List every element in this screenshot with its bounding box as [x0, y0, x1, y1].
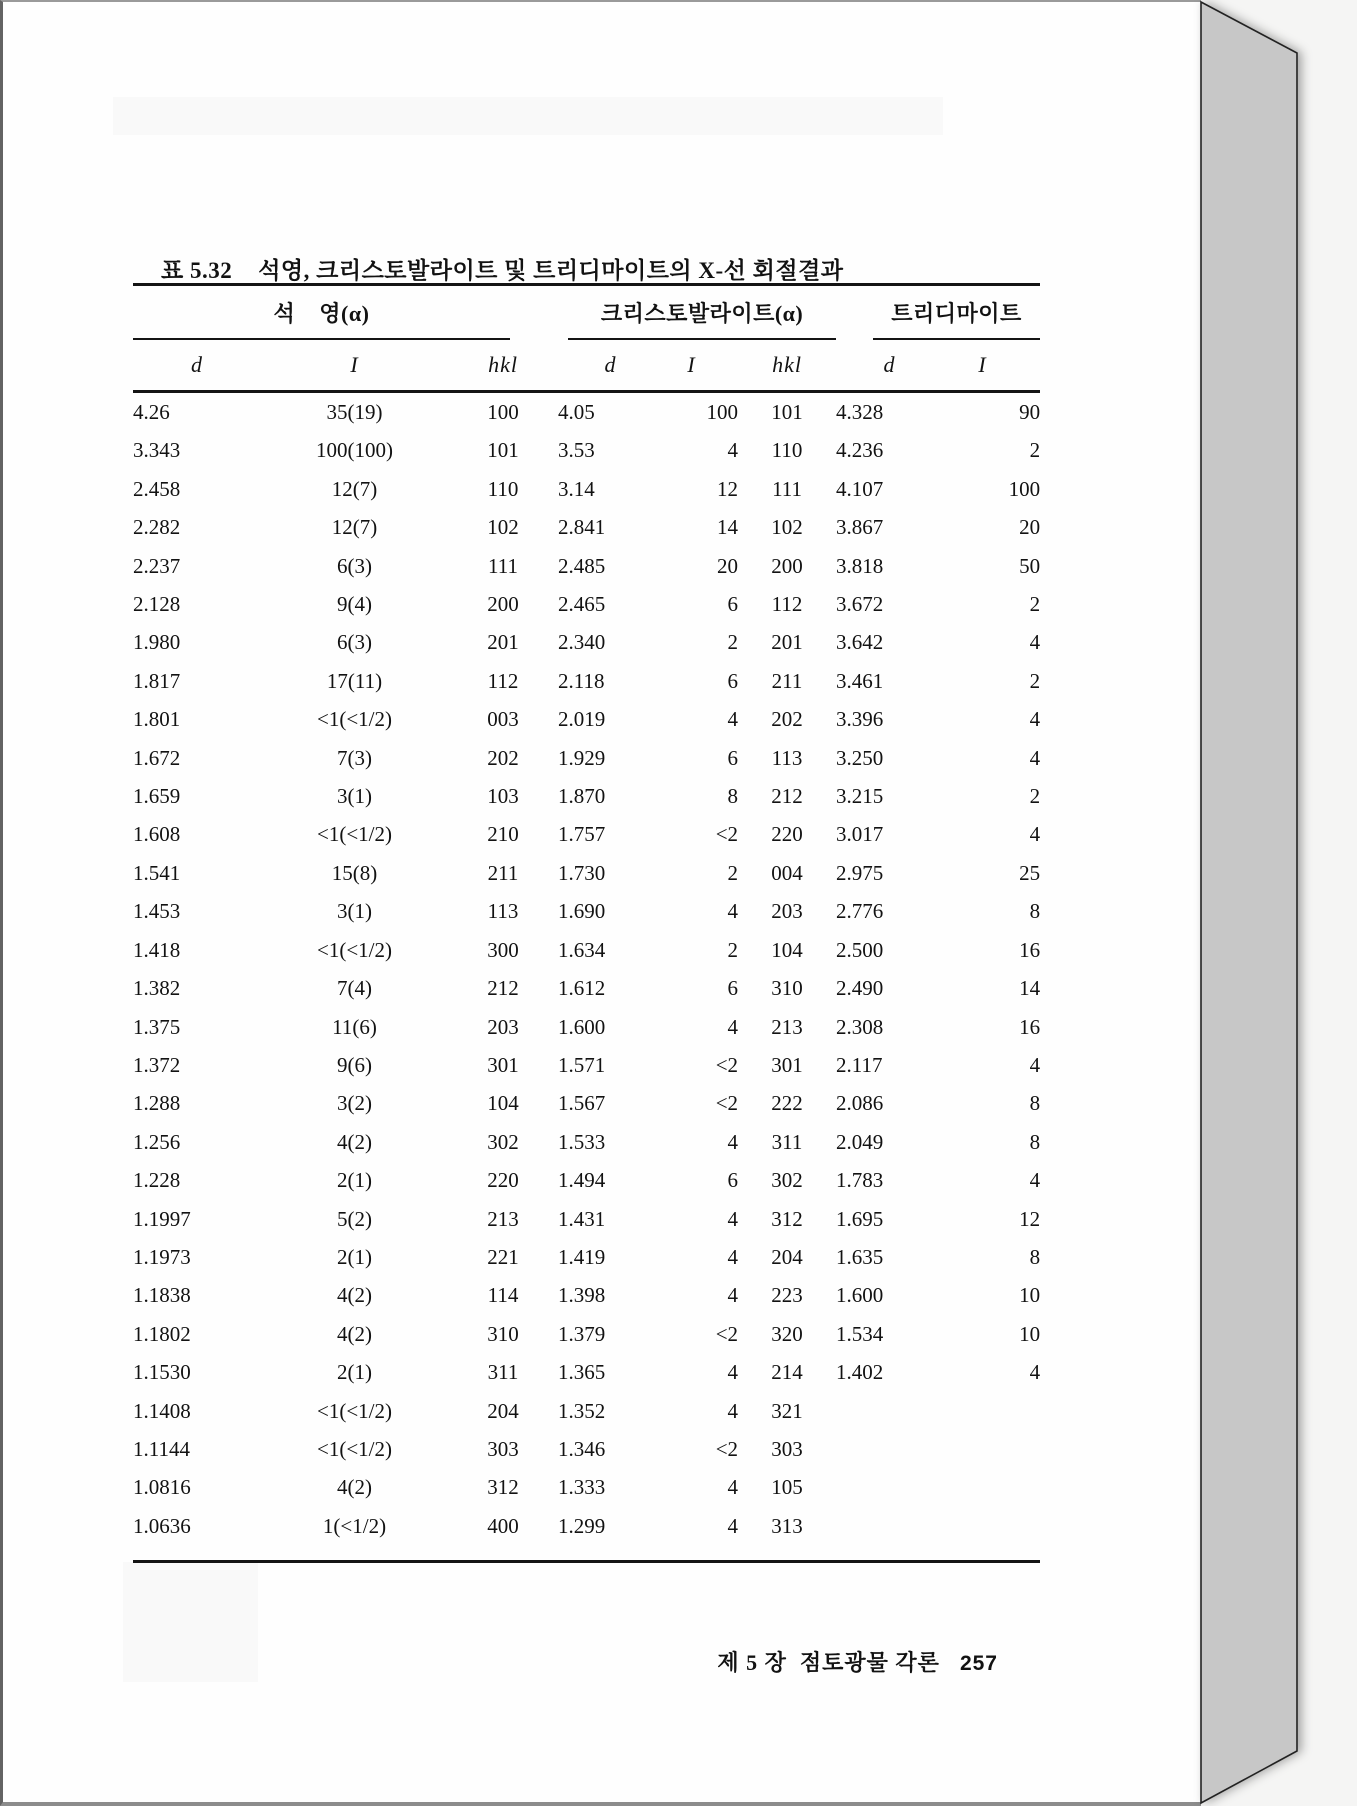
- table-cell: 3.250: [836, 745, 884, 770]
- table-cell: 8: [1029, 1091, 1041, 1116]
- table-cell: 1.567: [558, 1091, 606, 1116]
- table-cell: 2: [1029, 592, 1041, 617]
- table-cell: 4: [727, 1513, 739, 1538]
- table-cell: 2.128: [133, 592, 181, 617]
- table-cell: 102: [771, 515, 803, 540]
- table-row: [133, 1200, 1040, 1238]
- table-cell: 1.418: [133, 937, 181, 962]
- table-cell: 4: [1029, 822, 1041, 847]
- col-header-quartz-d: d: [133, 340, 261, 392]
- table-cell: 1.1408: [133, 1398, 191, 1423]
- table-cell: 1.382: [133, 976, 181, 1001]
- table-cell: 4(2): [337, 1475, 372, 1500]
- table-cell: 212: [487, 976, 519, 1001]
- table-cell: 3(1): [337, 784, 372, 809]
- table-cell: <2: [715, 1321, 739, 1346]
- table-row: [133, 1507, 1040, 1545]
- group-header-cristobalite: [558, 285, 836, 341]
- table-row: [133, 1238, 1040, 1276]
- table-cell: 1.600: [558, 1014, 606, 1039]
- table-row: [133, 892, 1040, 930]
- table-cell: 7(3): [337, 745, 372, 770]
- table-cell: 104: [487, 1091, 519, 1116]
- table-cell: 2.490: [836, 976, 884, 1001]
- table-cell: 1.256: [133, 1129, 181, 1154]
- table-cell: 3.818: [836, 553, 884, 578]
- table-cell: 1.379: [558, 1321, 606, 1346]
- table-cell: 6(3): [337, 553, 372, 578]
- table-cell: 110: [487, 476, 519, 501]
- table-row: [133, 969, 1040, 1007]
- table-cell: 6(3): [337, 630, 372, 655]
- table-cell: 6: [727, 668, 739, 693]
- table-cell: 2.117: [836, 1052, 883, 1077]
- group-label-quartz: 석 영(α): [133, 286, 510, 340]
- table-cell: 213: [487, 1206, 519, 1231]
- table-cell: 2.118: [558, 668, 605, 693]
- table-cell: [943, 1507, 1040, 1545]
- table-cell: <1(<1/2): [316, 822, 392, 847]
- table-cell: 321: [771, 1398, 803, 1423]
- table-cell: 112: [487, 668, 519, 693]
- table-cell: 1.1802: [133, 1321, 191, 1346]
- table-cell: 1.365: [558, 1360, 606, 1385]
- table-cell: 1.372: [133, 1052, 181, 1077]
- table-cell: 1.288: [133, 1091, 181, 1116]
- table-cell: 1.1997: [133, 1206, 191, 1231]
- table-row: [133, 431, 1040, 469]
- table-row: [133, 1392, 1040, 1430]
- table-cell: 6: [727, 745, 739, 770]
- table-cell: 110: [771, 438, 803, 463]
- table-cell: 1.635: [836, 1244, 884, 1269]
- table-cell: 1.1838: [133, 1283, 191, 1308]
- table-cell: <2: [715, 822, 739, 847]
- table-cell: 4: [727, 1283, 739, 1308]
- table-cell: 1.1973: [133, 1244, 191, 1269]
- page-edge-shape: [1201, 2, 1297, 1803]
- table-cell: 1.690: [558, 899, 606, 924]
- table-cell: 3.461: [836, 668, 884, 693]
- table-cell: 1.333: [558, 1475, 606, 1500]
- table-cell: 2(1): [337, 1244, 372, 1269]
- col-header-quartz-hkl: hkl: [448, 340, 558, 392]
- table-cell: 2.019: [558, 707, 606, 732]
- table-cell: [943, 1430, 1040, 1468]
- table-cell: 1.801: [133, 707, 181, 732]
- table-cell: 4: [727, 1360, 739, 1385]
- table-cell: 1.870: [558, 784, 606, 809]
- table-cell: <2: [715, 1052, 739, 1077]
- table-cell: 1.398: [558, 1283, 606, 1308]
- table-cell: 10: [1019, 1321, 1041, 1346]
- column-header-row: [133, 340, 1040, 392]
- table-cell: 4.236: [836, 438, 884, 463]
- group-header-quartz: [133, 285, 558, 341]
- table-cell: 004: [771, 860, 803, 885]
- table-cell: 1.730: [558, 860, 606, 885]
- table-cell: 6: [727, 592, 739, 617]
- table-number-label: 표 5.32: [161, 258, 233, 283]
- table-cell: 3.215: [836, 784, 884, 809]
- table-cell: 4: [727, 1475, 739, 1500]
- table-cell: 4.328: [836, 400, 884, 424]
- table-cell: 4: [1029, 745, 1041, 770]
- table-row: [133, 931, 1040, 969]
- table-row: [133, 1353, 1040, 1391]
- table-cell: 312: [771, 1206, 803, 1231]
- table-cell: 20: [1019, 515, 1041, 540]
- table-cell: 100: [487, 400, 519, 424]
- table-cell: 105: [771, 1475, 803, 1500]
- table-cell: 311: [771, 1129, 803, 1154]
- table-cell: 1.659: [133, 784, 181, 809]
- table-cell: 2.841: [558, 515, 606, 540]
- diffraction-table: [133, 283, 1040, 1563]
- table-cell: 14: [1019, 976, 1041, 1001]
- table-cell: 1.453: [133, 899, 181, 924]
- table-cell: 4: [1029, 1360, 1041, 1385]
- table-cell: 9(4): [337, 592, 372, 617]
- group-header-tridymite: [836, 285, 1040, 341]
- table-cell: 311: [487, 1360, 519, 1385]
- table-cell: 3.343: [133, 438, 181, 463]
- table-cell: 4: [727, 1244, 739, 1269]
- table-cell: 202: [487, 745, 519, 770]
- table-cell: 202: [771, 707, 803, 732]
- table-row: [133, 1161, 1040, 1199]
- table-cell: 2(1): [337, 1360, 372, 1385]
- table-cell: 313: [771, 1513, 803, 1538]
- table-cell: 200: [487, 592, 519, 617]
- table-cell: 1.608: [133, 822, 181, 847]
- table-cell: 35(19): [326, 400, 383, 424]
- table-cell: 1.929: [558, 745, 606, 770]
- table-cell: 1.817: [133, 668, 181, 693]
- table-cell: 301: [771, 1052, 803, 1077]
- table-cell: <1(<1/2): [316, 707, 392, 732]
- table-cell: 220: [771, 822, 803, 847]
- table-cell: 1.0816: [133, 1475, 191, 1500]
- table-cell: 4: [727, 1014, 739, 1039]
- table-cell: 5(2): [337, 1206, 372, 1231]
- table-cell: 4: [727, 1206, 739, 1231]
- table-cell: 4: [727, 1398, 739, 1423]
- table-cell: 14: [717, 515, 739, 540]
- table-cell: 20: [717, 553, 739, 578]
- table-cell: 214: [771, 1360, 803, 1385]
- table-cell: 1.600: [836, 1283, 884, 1308]
- table-row: [133, 1276, 1040, 1314]
- table-cell: <1(<1/2): [316, 1398, 392, 1423]
- table-row: [133, 585, 1040, 623]
- table-row: [133, 815, 1040, 853]
- table-cell: 1.346: [558, 1436, 606, 1461]
- table-cell: 303: [487, 1436, 519, 1461]
- group-label-tridymite: 트리디마이트: [873, 286, 1040, 340]
- table-cell: 4: [1029, 1168, 1041, 1193]
- table-cell: 16: [1019, 937, 1041, 962]
- table-row: [133, 1046, 1040, 1084]
- table-cell: 220: [487, 1168, 519, 1193]
- table-cell: 15(8): [331, 860, 378, 885]
- table-cell: 1.541: [133, 860, 181, 885]
- table-cell: 320: [771, 1321, 803, 1346]
- table-cell: 302: [487, 1129, 519, 1154]
- table-cell: 2(1): [337, 1168, 372, 1193]
- table-cell: 50: [1019, 553, 1041, 578]
- table-cell: 1.783: [836, 1168, 884, 1193]
- table-cell: 113: [771, 745, 803, 770]
- group-label-cristobalite: 크리스토발라이트(α): [568, 286, 836, 340]
- table-cell: 113: [487, 899, 519, 924]
- table-cell: 1.980: [133, 630, 181, 655]
- table-cell: 9(6): [337, 1052, 372, 1077]
- table-cell: <2: [715, 1091, 739, 1116]
- table-cell: 8: [1029, 899, 1041, 924]
- table-cell: 3.672: [836, 592, 884, 617]
- group-header-row: [133, 285, 1040, 341]
- scan-smudge: [113, 97, 943, 135]
- table-cell: 12(7): [331, 515, 378, 540]
- table-cell: 221: [487, 1244, 519, 1269]
- table-cell: 312: [487, 1475, 519, 1500]
- table-cell: 4: [1029, 1052, 1041, 1077]
- table-cell: 2.308: [836, 1014, 884, 1039]
- table-cell: 203: [487, 1014, 519, 1039]
- table-cell: 4: [727, 1129, 739, 1154]
- table-cell: 310: [771, 976, 803, 1001]
- table-cell: 17(11): [326, 668, 383, 693]
- table-cell: 1.0636: [133, 1513, 191, 1538]
- table-cell: 301: [487, 1052, 519, 1077]
- table-cell: 3.642: [836, 630, 884, 655]
- col-header-cristobalite-i: I: [663, 340, 738, 392]
- table-cell: 1.672: [133, 745, 181, 770]
- table-cell: 100(100): [316, 438, 393, 463]
- table-cell: 1.1530: [133, 1360, 191, 1385]
- table-cell: 10: [1019, 1283, 1041, 1308]
- table-cell: 1.431: [558, 1206, 606, 1231]
- table-cell: 3.53: [558, 438, 595, 463]
- table-cell: 1.533: [558, 1129, 606, 1154]
- col-header-tridymite-i: I: [943, 340, 1040, 392]
- page-edge: [1190, 0, 1357, 1806]
- table-row: [133, 623, 1040, 661]
- table-cell: 204: [487, 1398, 519, 1423]
- table-row: [133, 470, 1040, 508]
- table-cell: [836, 1430, 943, 1468]
- table-cell: [943, 1392, 1040, 1430]
- table-cell: 211: [487, 860, 519, 885]
- table-cell: 8: [727, 784, 739, 809]
- table-cell: 201: [771, 630, 803, 655]
- table-cell: 1.534: [836, 1321, 884, 1346]
- table-cell: 4.26: [133, 400, 170, 424]
- table-row: [133, 1468, 1040, 1506]
- table-cell: 1.352: [558, 1398, 606, 1423]
- table-cell: 212: [771, 784, 803, 809]
- table-row: [133, 1430, 1040, 1468]
- table-cell: 3.396: [836, 707, 884, 732]
- table-cell: 111: [772, 476, 803, 501]
- table-cell: 2.975: [836, 860, 884, 885]
- table-cell: 1.571: [558, 1052, 606, 1077]
- table-cell: 102: [487, 515, 519, 540]
- table-cell: <1(<1/2): [316, 937, 392, 962]
- table-cell: 222: [771, 1091, 803, 1116]
- col-header-cristobalite-hkl: hkl: [738, 340, 836, 392]
- table-cell: 3.14: [558, 476, 595, 501]
- page-number: 257: [959, 1652, 998, 1675]
- table-cell: 1.1144: [133, 1436, 190, 1461]
- table-cell: 104: [771, 937, 803, 962]
- table-cell: 2: [1029, 438, 1041, 463]
- table-spacer: [133, 1545, 1040, 1562]
- running-footer: [3, 1620, 998, 1703]
- table-cell: 2.465: [558, 592, 606, 617]
- table-cell: <1(<1/2): [316, 1436, 392, 1461]
- table-cell: 4: [727, 438, 739, 463]
- table-cell: 12: [717, 476, 739, 501]
- table-cell: 203: [771, 899, 803, 924]
- table-cell: 112: [771, 592, 803, 617]
- table-cell: 3.017: [836, 822, 884, 847]
- table-cell: 1(<1/2): [322, 1513, 387, 1538]
- table-row: [133, 1008, 1040, 1046]
- table-cell: 16: [1019, 1014, 1041, 1039]
- table-cell: 310: [487, 1321, 519, 1346]
- table-body: [133, 392, 1040, 1546]
- table-cell: 3.867: [836, 515, 884, 540]
- table-cell: 2.500: [836, 937, 884, 962]
- table-cell: 2.485: [558, 553, 606, 578]
- table-cell: 003: [487, 707, 519, 732]
- table-row: [133, 392, 1040, 432]
- table-row: [133, 739, 1040, 777]
- table-cell: 2.458: [133, 476, 181, 501]
- table-cell: 1.695: [836, 1206, 884, 1231]
- table-row: [133, 1084, 1040, 1122]
- table-cell: 2: [727, 630, 739, 655]
- table-cell: 100: [706, 400, 739, 424]
- col-header-tridymite-d: d: [836, 340, 943, 392]
- table-cell: 8: [1029, 1244, 1041, 1269]
- table-cell: 100: [1008, 476, 1041, 501]
- table-cell: 1.228: [133, 1168, 181, 1193]
- table-cell: 3(2): [337, 1091, 372, 1116]
- table-cell: 2.340: [558, 630, 606, 655]
- table-row: [133, 700, 1040, 738]
- chapter-title: 제 5 장 점토광물 각론: [717, 1650, 940, 1675]
- table-cell: 2.086: [836, 1091, 884, 1116]
- table-cell: 1.634: [558, 937, 606, 962]
- table-cell: 4: [727, 899, 739, 924]
- table-cell: 1.757: [558, 822, 606, 847]
- table-cell: 111: [488, 553, 518, 578]
- table-cell: 4(2): [337, 1321, 372, 1346]
- table-cell: 7(4): [337, 976, 372, 1001]
- table-cell: 223: [771, 1283, 803, 1308]
- table-cell: 300: [487, 937, 519, 962]
- table-cell: [836, 1392, 943, 1430]
- table-cell: 3(1): [337, 899, 372, 924]
- table-cell: 4.107: [836, 476, 884, 501]
- table-cell: 400: [487, 1513, 519, 1538]
- table-cell: 303: [771, 1436, 803, 1461]
- table-row: [133, 508, 1040, 546]
- table-cell: 101: [771, 400, 803, 424]
- table-cell: 4.05: [558, 400, 595, 424]
- table-cell: 12(7): [331, 476, 378, 501]
- table-cell: [836, 1468, 943, 1506]
- table-cell: 11(6): [332, 1014, 377, 1039]
- table-cell: 2.282: [133, 515, 181, 540]
- table-cell: 2.237: [133, 553, 181, 578]
- table-cell: 1.612: [558, 976, 606, 1001]
- table-cell: 2: [727, 860, 739, 885]
- table-row: [133, 1123, 1040, 1161]
- table-cell: 1.299: [558, 1513, 606, 1538]
- table-cell: 101: [487, 438, 519, 463]
- col-header-quartz-i: I: [261, 340, 448, 392]
- table-cell: 302: [771, 1168, 803, 1193]
- table-row: [133, 1315, 1040, 1353]
- table-row: [133, 854, 1040, 892]
- table-cell: <2: [715, 1436, 739, 1461]
- table-cell: 213: [771, 1014, 803, 1039]
- table-cell: 4: [727, 707, 739, 732]
- table-cell: 1.419: [558, 1244, 606, 1269]
- table-cell: 12: [1019, 1206, 1041, 1231]
- table-cell: 211: [771, 668, 803, 693]
- table-row: [133, 547, 1040, 585]
- table-cell: 210: [487, 822, 519, 847]
- table-cell: 90: [1019, 400, 1041, 424]
- table-cell: 8: [1029, 1129, 1041, 1154]
- table-cell: 6: [727, 1168, 739, 1193]
- table-cell: 2: [727, 937, 739, 962]
- table-cell: 1.375: [133, 1014, 181, 1039]
- table-cell: 4: [1029, 707, 1041, 732]
- table-cell: 6: [727, 976, 739, 1001]
- table-cell: 25: [1019, 860, 1041, 885]
- table-cell: 1.402: [836, 1360, 884, 1385]
- table-row: [133, 777, 1040, 815]
- table-title-text: 석영, 크리스토발라이트 및 트리디마이트의 X-선 회절결과: [258, 258, 844, 283]
- table-cell: 4(2): [337, 1129, 372, 1154]
- table-cell: 1.494: [558, 1168, 606, 1193]
- table-row: [133, 662, 1040, 700]
- table-cell: [836, 1507, 943, 1545]
- table-cell: 4(2): [337, 1283, 372, 1308]
- table-cell: 2.776: [836, 899, 884, 924]
- table-cell: 103: [487, 784, 519, 809]
- table-cell: 114: [487, 1283, 519, 1308]
- table-cell: 4: [1029, 630, 1041, 655]
- col-header-cristobalite-d: d: [558, 340, 663, 392]
- table-cell: 2.049: [836, 1129, 884, 1154]
- table-cell: 2: [1029, 668, 1041, 693]
- table-cell: 204: [771, 1244, 803, 1269]
- table-cell: 2: [1029, 784, 1041, 809]
- table-cell: [943, 1468, 1040, 1506]
- table-cell: 201: [487, 630, 519, 655]
- table-cell: 200: [771, 553, 803, 578]
